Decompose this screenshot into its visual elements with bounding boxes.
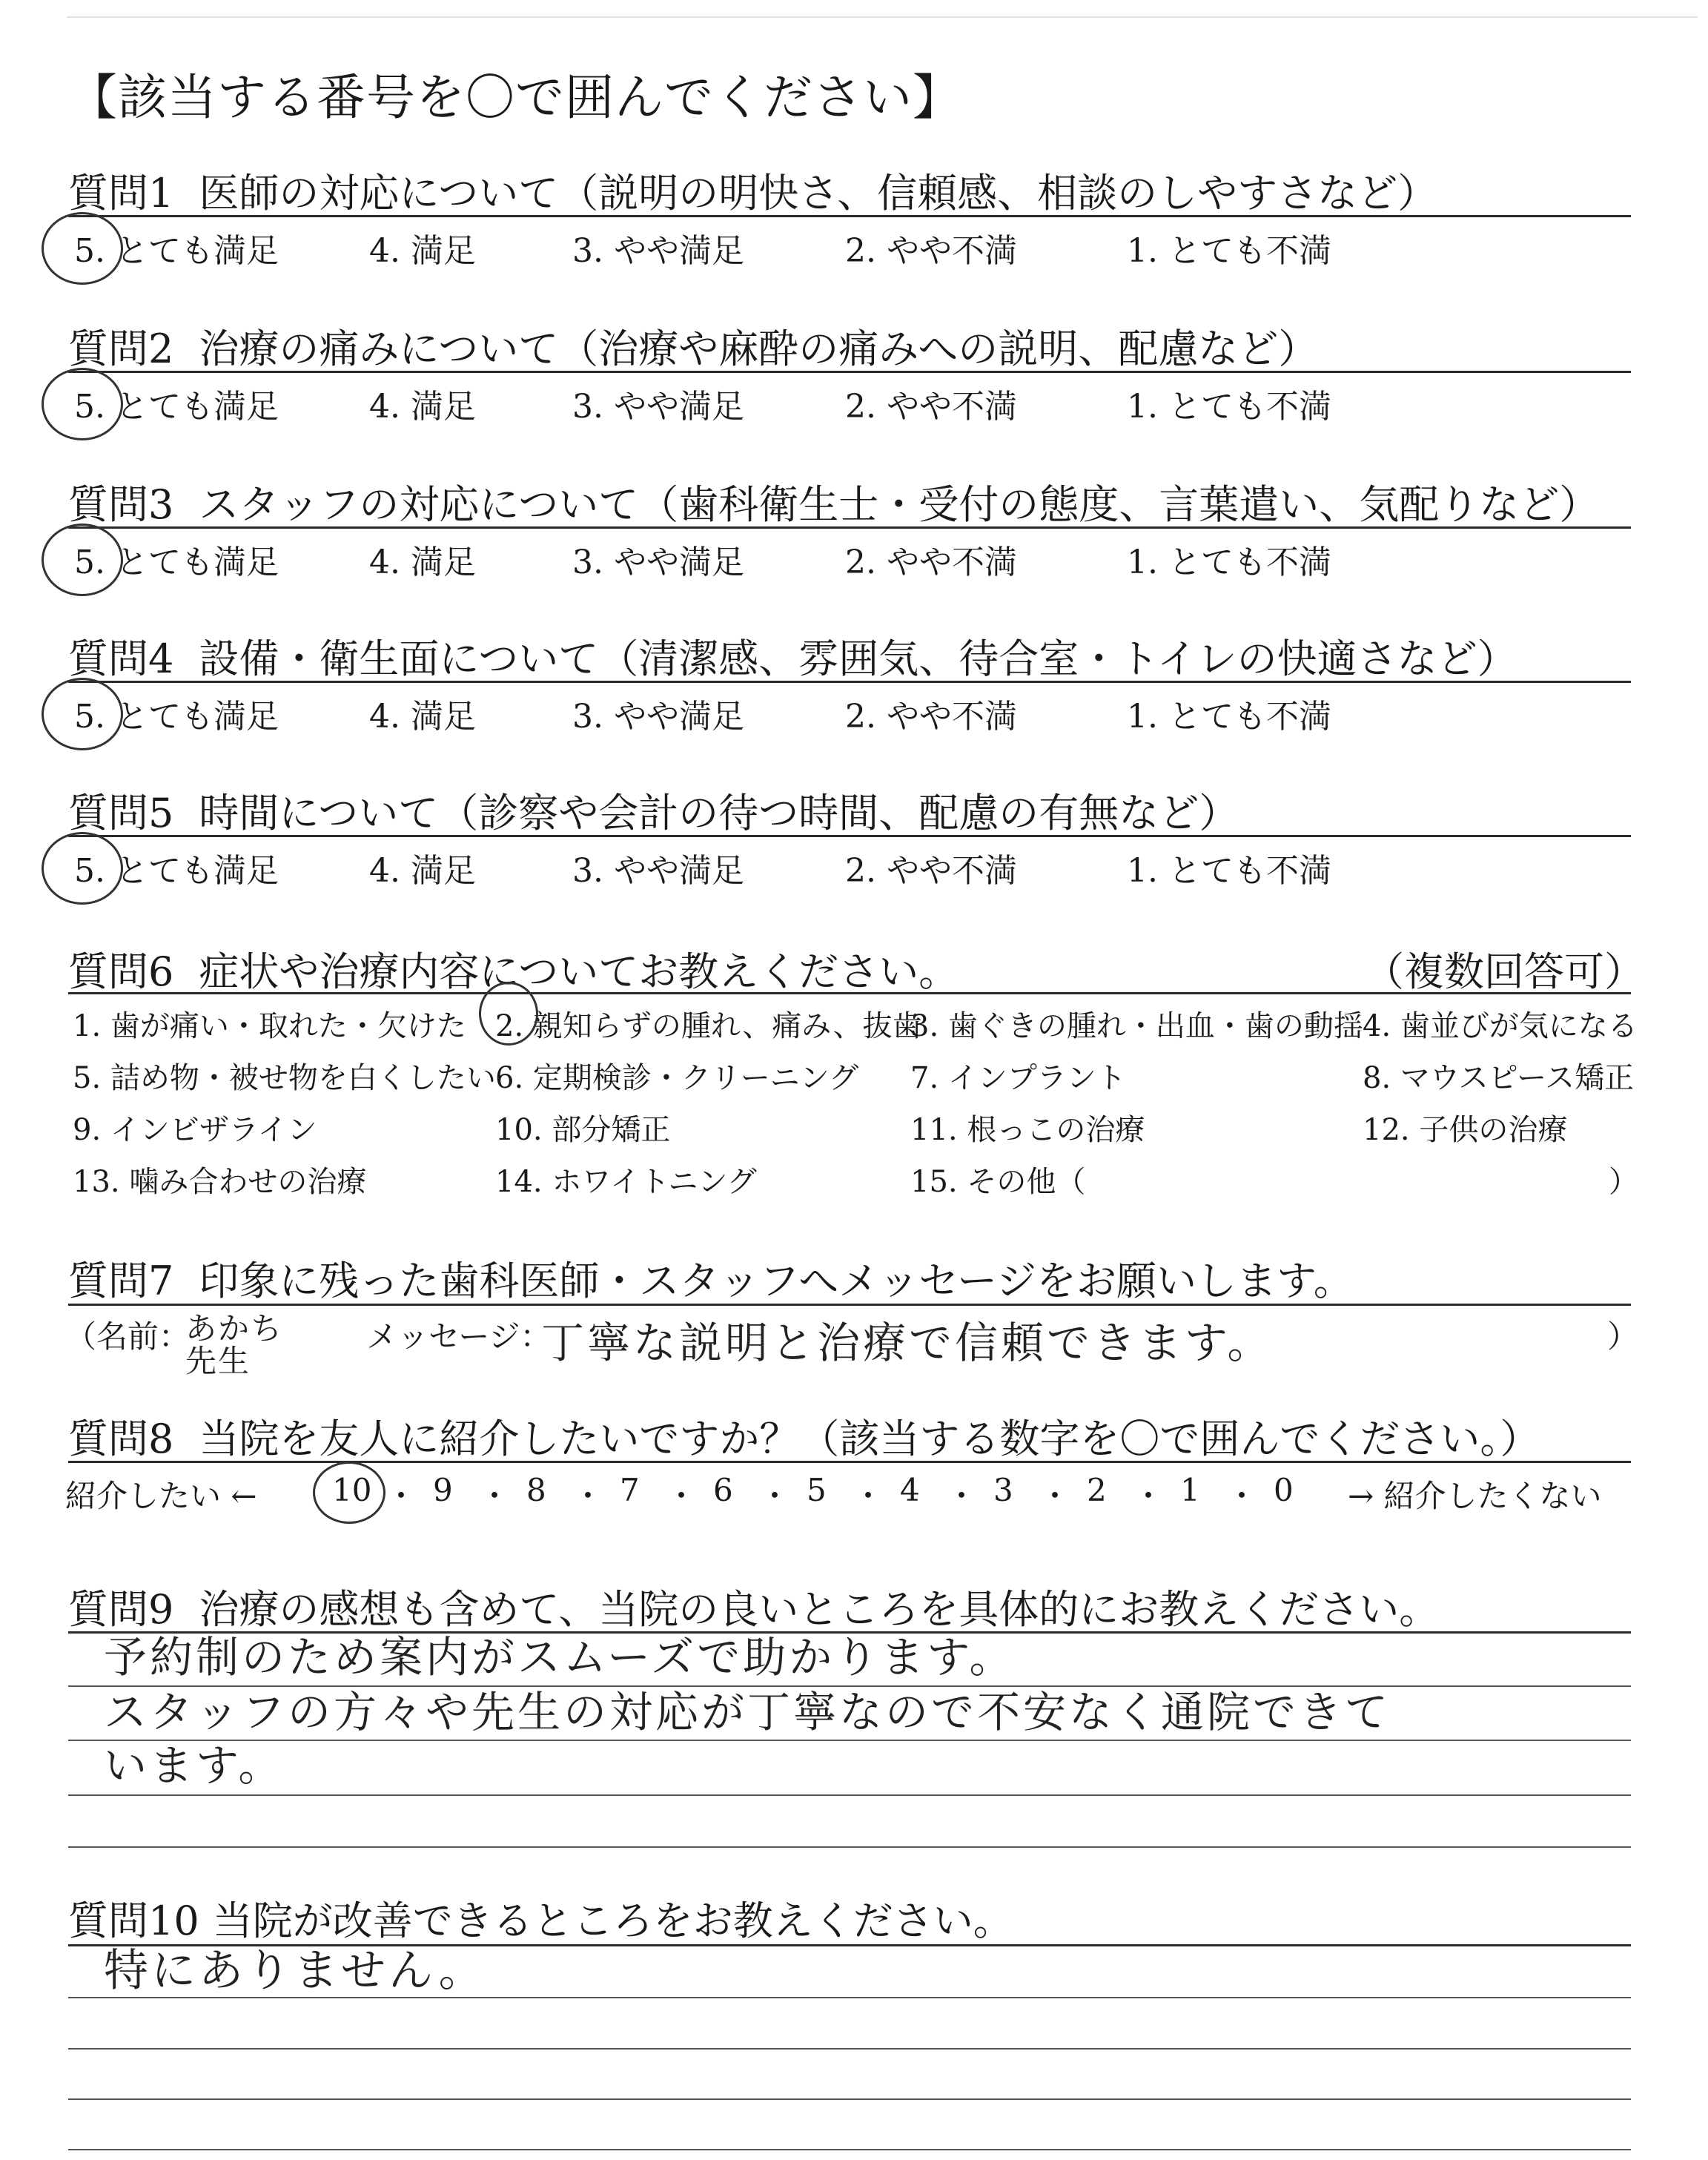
q6-option-14[interactable]: 14. ホワイトニング xyxy=(495,1165,757,1199)
q3-heading xyxy=(68,473,1599,530)
q6-option-3[interactable]: 3. 歯ぐきの腫れ・出血・歯の動揺 xyxy=(910,1009,1363,1043)
q5-options xyxy=(74,844,1446,888)
q1-options xyxy=(74,224,1446,268)
q8-selection-circle xyxy=(313,1462,385,1524)
q3-text: スタッフの対応について（歯科衛生士・受付の態度、言葉遣い、気配りなど） xyxy=(199,481,1600,528)
q4-option-2[interactable]: 2. やや不満 xyxy=(845,698,1017,736)
q2-heading xyxy=(68,317,1318,374)
q2-text: 治療の痛みについて（治療や麻酔の痛みへの説明、配慮など） xyxy=(199,326,1319,372)
q9-rule-3 xyxy=(68,1740,1631,1741)
q8-scale-separator: ・ xyxy=(759,1478,791,1514)
q7-heading xyxy=(68,1249,1354,1307)
q1-selection-circle xyxy=(42,212,123,285)
q1-option-4[interactable]: 4. 満足 xyxy=(369,232,476,270)
q8-scale-separator: ・ xyxy=(1226,1478,1258,1514)
q7-text: 印象に残った歯科医師・スタッフへメッセージをお願いします。 xyxy=(199,1258,1354,1304)
q10-label: 質問10 xyxy=(68,1898,199,1944)
q8-scale-separator: ・ xyxy=(853,1478,884,1514)
q5-option-4[interactable]: 4. 満足 xyxy=(369,852,476,890)
q3-option-5[interactable]: 5. とても満足 xyxy=(74,544,279,581)
q6-option-12[interactable]: 12. 子供の治療 xyxy=(1363,1113,1568,1147)
page-title: 【該当する番号を〇で囲んでください】 xyxy=(68,69,962,126)
q1-text: 医師の対応について（説明の明快さ、信頼感、相談のしやすさなど） xyxy=(199,170,1438,217)
q5-option-2[interactable]: 2. やや不満 xyxy=(845,852,1017,890)
q8-scale-4[interactable]: 4 xyxy=(900,1472,920,1508)
q7-close-paren: ） xyxy=(1607,1318,1639,1355)
q6-other-close: ） xyxy=(1609,1165,1638,1199)
q8-scale-separator: ・ xyxy=(666,1478,698,1514)
q4-option-5[interactable]: 5. とても満足 xyxy=(74,698,279,736)
q8-scale-separator: ・ xyxy=(1133,1478,1165,1514)
q4-option-3[interactable]: 3. やや満足 xyxy=(572,698,744,736)
q9-answer-line-2: スタッフの方々や先生の対応が丁寧なので不安なく通院できて xyxy=(104,1687,1391,1737)
q6-option-4[interactable]: 4. 歯並びが気になる xyxy=(1363,1009,1638,1043)
q2-options xyxy=(74,380,1446,424)
q8-scale-8[interactable]: 8 xyxy=(526,1472,546,1508)
q4-rule xyxy=(68,681,1631,683)
q6-text: 症状や治療内容についてお教えください。 xyxy=(199,948,959,995)
q1-option-2[interactable]: 2. やや不満 xyxy=(845,232,1017,270)
q9-label: 質問9 xyxy=(68,1586,174,1633)
q7-message-label: メッセージ： xyxy=(366,1318,552,1355)
q10-rule-4 xyxy=(68,2098,1631,2100)
q8-scale-6[interactable]: 6 xyxy=(713,1472,733,1508)
q4-options xyxy=(74,690,1446,734)
q6-option-13[interactable]: 13. 噛み合わせの治療 xyxy=(73,1165,367,1199)
q7-message-value: 丁寧な説明と治療で信頼できます。 xyxy=(541,1318,1274,1368)
q5-option-1[interactable]: 1. とても不満 xyxy=(1127,852,1331,890)
q5-option-5[interactable]: 5. とても満足 xyxy=(74,852,279,890)
q1-option-1[interactable]: 1. とても不満 xyxy=(1127,232,1331,270)
q8-scale-separator: ・ xyxy=(1039,1478,1071,1514)
q8-heading xyxy=(68,1407,1540,1464)
q8-scale-separator: ・ xyxy=(479,1478,511,1514)
q9-answer-line-3: います。 xyxy=(104,1740,285,1791)
q8-scale-0[interactable]: 0 xyxy=(1274,1472,1294,1508)
q6-selection-circle xyxy=(479,982,538,1046)
q1-option-5[interactable]: 5. とても満足 xyxy=(74,232,279,270)
q7-name-value: あかち先生 xyxy=(185,1310,284,1379)
q5-selection-circle xyxy=(42,832,123,905)
q3-option-1[interactable]: 1. とても不満 xyxy=(1127,544,1331,581)
q6-label: 質問6 xyxy=(68,948,174,995)
q8-left-label: 紹介したい ← xyxy=(65,1478,257,1514)
q5-text: 時間について（診察や会計の待つ時間、配慮の有無など） xyxy=(199,790,1239,836)
q6-option-15[interactable]: 15. その他（ xyxy=(910,1165,1086,1199)
q7-name-label: （名前： xyxy=(65,1318,191,1355)
q5-option-3[interactable]: 3. やや満足 xyxy=(572,852,744,890)
q9-rule-4 xyxy=(68,1794,1631,1796)
q8-rule xyxy=(68,1461,1631,1463)
q8-label: 質問8 xyxy=(68,1416,174,1462)
q4-option-1[interactable]: 1. とても不満 xyxy=(1127,698,1331,736)
q1-label: 質問1 xyxy=(68,170,174,217)
q2-label: 質問2 xyxy=(68,326,174,372)
q8-scale-3[interactable]: 3 xyxy=(993,1472,1013,1508)
q6-option-11[interactable]: 11. 根っこの治療 xyxy=(910,1113,1145,1147)
q3-selection-circle xyxy=(42,524,123,596)
q6-option-2[interactable]: 2. 親知らずの腫れ、痛み、抜歯 xyxy=(495,1009,922,1043)
q8-scale-9[interactable]: 9 xyxy=(433,1472,453,1508)
q2-option-1[interactable]: 1. とても不満 xyxy=(1127,388,1331,426)
q4-heading xyxy=(68,627,1517,684)
q6-option-8[interactable]: 8. マウスピース矯正 xyxy=(1363,1061,1635,1095)
q2-selection-circle xyxy=(42,368,123,440)
q10-rule-5 xyxy=(68,2149,1631,2150)
q6-rule xyxy=(68,992,1631,994)
q3-option-3[interactable]: 3. やや満足 xyxy=(572,544,744,581)
q8-scale-5[interactable]: 5 xyxy=(807,1472,827,1508)
q7-rule xyxy=(68,1304,1631,1306)
q8-right-label: → 紹介したくない xyxy=(1348,1478,1602,1514)
q9-rule-5 xyxy=(68,1846,1631,1848)
q7-label: 質問7 xyxy=(68,1258,174,1304)
q2-option-4[interactable]: 4. 満足 xyxy=(369,388,476,426)
q3-rule xyxy=(68,526,1631,529)
q8-scale-separator: ・ xyxy=(946,1478,978,1514)
q3-options xyxy=(74,535,1446,580)
q3-option-2[interactable]: 2. やや不満 xyxy=(845,544,1017,581)
q9-answer-line-1: 予約制のため案内がスムーズで助かります。 xyxy=(104,1632,1016,1682)
q8-scale-7[interactable]: 7 xyxy=(620,1472,640,1508)
q6-option-10[interactable]: 10. 部分矯正 xyxy=(495,1113,671,1147)
q3-option-4[interactable]: 4. 満足 xyxy=(369,544,476,581)
q6-option-9[interactable]: 9. インビザライン xyxy=(73,1113,317,1147)
q8-scale-separator: ・ xyxy=(572,1478,604,1514)
q8-scale-10[interactable]: 10 xyxy=(332,1472,372,1508)
q1-option-3[interactable]: 3. やや満足 xyxy=(572,232,744,270)
q5-rule xyxy=(68,835,1631,837)
q6-option-6[interactable]: 6. 定期検診・クリーニング xyxy=(495,1061,859,1095)
q2-option-5[interactable]: 5. とても満足 xyxy=(74,388,279,426)
q9-text: 治療の感想も含めて、当院の良いところを具体的にお教えください。 xyxy=(199,1586,1440,1633)
q5-heading xyxy=(68,782,1239,839)
q6-option-7[interactable]: 7. インプラント xyxy=(910,1061,1126,1095)
top-border xyxy=(67,16,1698,18)
q4-option-4[interactable]: 4. 満足 xyxy=(369,698,476,736)
q4-label: 質問4 xyxy=(68,635,174,682)
q1-heading xyxy=(68,162,1437,219)
q3-label: 質問3 xyxy=(68,481,174,528)
q8-scale-2[interactable]: 2 xyxy=(1087,1472,1107,1508)
q1-rule xyxy=(68,215,1631,217)
q2-option-2[interactable]: 2. やや不満 xyxy=(845,388,1017,426)
q10-text: 当院が改善できるところをお教えください。 xyxy=(212,1898,1013,1944)
q8-scale-1[interactable]: 1 xyxy=(1180,1472,1200,1508)
q8-text: 当院を友人に紹介したいですか？（該当する数字を〇で囲んでください。） xyxy=(199,1416,1540,1462)
q8-scale-separator: ・ xyxy=(385,1478,417,1514)
q6-note: （複数回答可） xyxy=(1364,948,1644,995)
q5-label: 質問5 xyxy=(68,790,174,836)
q6-option-1[interactable]: 1. 歯が痛い・取れた・欠けた xyxy=(73,1009,466,1043)
q2-rule xyxy=(68,371,1631,373)
q2-option-3[interactable]: 3. やや満足 xyxy=(572,388,744,426)
q10-answer-line-1: 特にありません。 xyxy=(104,1945,486,1997)
q4-selection-circle xyxy=(42,678,123,750)
q4-text: 設備・衛生面について（清潔感、雰囲気、待合室・トイレの快適さなど） xyxy=(199,635,1517,682)
q10-rule-3 xyxy=(68,2048,1631,2050)
q6-option-5[interactable]: 5. 詰め物・被せ物を白くしたい xyxy=(73,1061,496,1095)
